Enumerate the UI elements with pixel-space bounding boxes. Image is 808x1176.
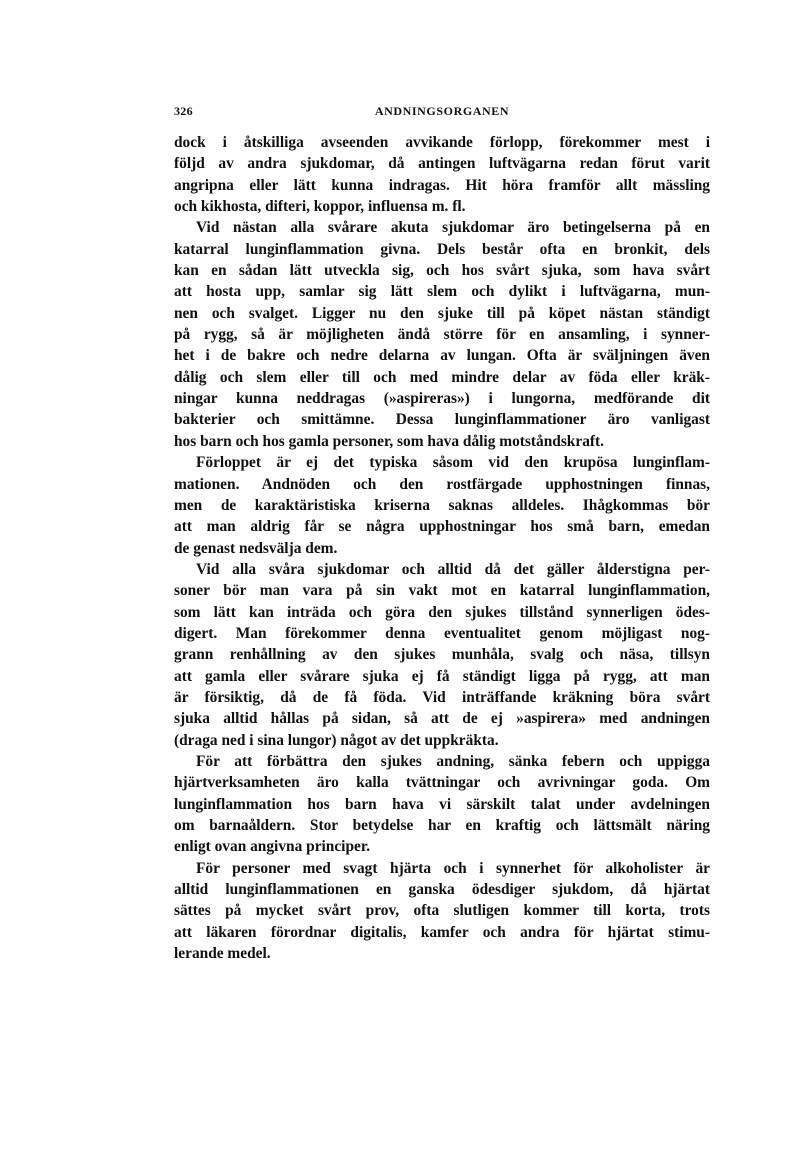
text-line: att man aldrig får se några upphostningar hos små barn, emedan <box>174 518 710 536</box>
text-line: som lätt kan inträda och göra den sjukes tillstånd synnerligen ödes- <box>174 603 710 621</box>
text-line: är försiktig, då de få föda. Vid inträffande kräkning böra svårt <box>174 688 710 706</box>
paragraph <box>174 217 710 452</box>
text-line: på rygg, så är möjligheten ändå större för en ansamling, i synner- <box>174 326 710 344</box>
running-head <box>174 104 710 124</box>
text-line: Vid nästan alla svårare akuta sjukdomar äro betingelserna på en <box>196 219 710 237</box>
paragraph <box>174 751 710 858</box>
text-line: att läkaren förordnar digitalis, kamfer och andra för hjärtat stimu- <box>174 923 710 941</box>
body-text <box>174 132 710 964</box>
text-line: ningar kunna neddragas (»aspireras») i lungorna, medförande dit <box>174 390 710 408</box>
text-line: katarral lunginflammation givna. Dels består ofta en bronkit, dels <box>174 240 710 258</box>
text-line: om barnaåldern. Stor betydelse har en kraftig och lättsmält näring <box>174 817 710 834</box>
text-line: angripna eller lätt kunna indragas. Hit höra framför allt mässling <box>174 176 710 194</box>
text-line: soner bör man vara på sin vakt mot en katarral lunginflammation, <box>174 582 710 600</box>
text-line: mationen. Andnöden och den rostfärgade upphostningen finnas, <box>174 475 710 493</box>
text-line: lerande medel. <box>174 945 271 963</box>
text-line: nen och svalget. Ligger nu den sjuke till på köpet nästan ständigt <box>174 304 710 322</box>
text-line: grann renhållning av den sjukes munhåla, svalg och näsa, tillsyn <box>174 646 710 664</box>
text-line: enligt ovan angivna principer. <box>174 838 371 856</box>
text-line: hjärtverksamheten äro kalla tvättningar och avrivningar goda. Om <box>174 774 710 792</box>
paragraph <box>174 452 710 559</box>
text-line: följd av andra sjukdomar, då antingen luftvägarna redan förut varit <box>174 155 710 173</box>
text-line: lunginflammation hos barn hava vi särskilt talat under avdelningen <box>174 795 710 813</box>
text-line: bakterier och smittämne. Dessa lunginflammationer äro vanligast <box>174 411 710 429</box>
chapter-title: ANDNINGSORGANEN <box>374 104 510 118</box>
text-line: att hosta upp, samlar sig lätt slem och dylikt i luftvägarna, mun- <box>174 283 710 301</box>
text-line: och kikhosta, difteri, koppor, influensa m. fl. <box>174 198 466 216</box>
text-line: digert. Man förekommer denna eventualitet genom möjligast nog- <box>174 624 710 642</box>
text-line: kan en sådan lätt utveckla sig, och hos svårt sjuka, som hava svårt <box>174 262 710 280</box>
text-line: men de karaktäristiska kriserna saknas alldeles. Ihågkommas bör <box>174 496 710 514</box>
text-line: alltid lunginflammationen en ganska ödesdiger sjukdom, då hjärtat <box>174 881 710 899</box>
text-line: de genast nedsvälja dem. <box>174 539 338 557</box>
page-number: 326 <box>174 104 193 118</box>
text-line: hos barn och hos gamla personer, som hava dålig motståndskraft. <box>174 432 604 450</box>
text-line: Vid alla svåra sjukdomar och alltid då det gäller ålderstigna per- <box>196 560 710 578</box>
paragraph <box>174 858 710 965</box>
text-line: För personer med svagt hjärta och i synnerhet för alkoholister är <box>196 859 710 877</box>
text-line: sjuka alltid hållas på sidan, så att de ej »aspirera» med andningen <box>174 710 710 728</box>
text-line: För att förbättra den sjukes andning, sänka febern och uppigga <box>196 752 710 770</box>
text-line: att gamla eller svårare sjuka ej få ständigt ligga på rygg, att man <box>174 667 710 685</box>
text-line: (draga ned i sina lungor) något av det uppkräkta. <box>174 731 499 749</box>
text-line: het i de bakre och nedre delarna av lungan. Ofta är sväljningen även <box>174 347 710 365</box>
text-line: Förloppet är ej det typiska såsom vid den krupösa lunginflam- <box>196 454 710 472</box>
paragraph <box>174 132 710 217</box>
text-line: dålig och slem eller till och med mindre delar av föda eller kräk- <box>174 368 710 386</box>
text-line: sättes på mycket svårt prov, ofta slutligen kommer till korta, trots <box>174 902 710 920</box>
paragraph <box>174 559 710 751</box>
text-line: dock i åtskilliga avseenden avvikande förlopp, förekommer mest i <box>174 134 710 151</box>
